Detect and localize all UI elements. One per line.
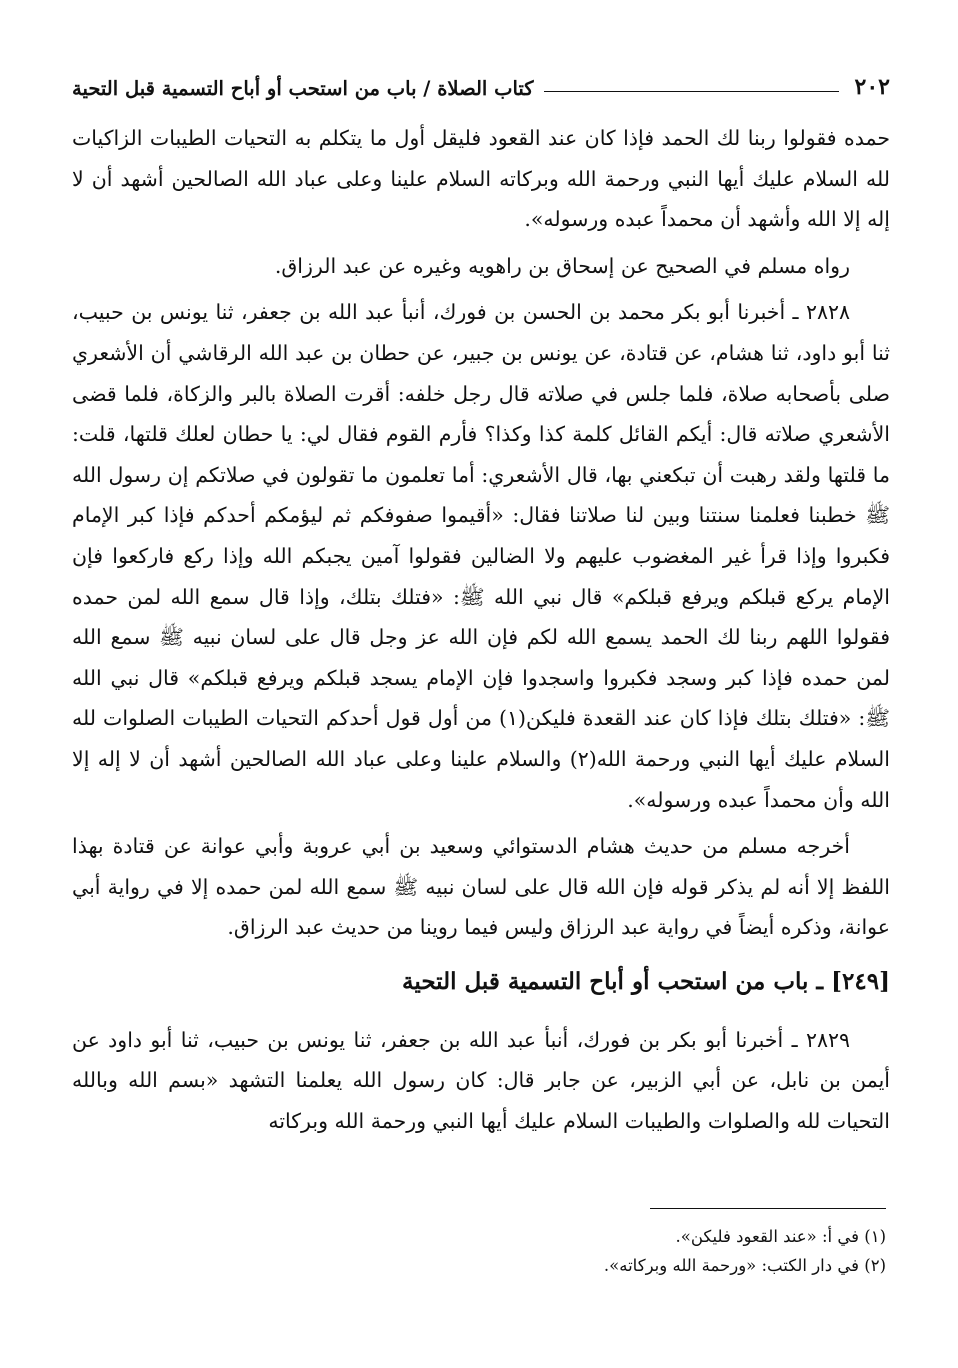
page-number: ٢٠٢ bbox=[854, 74, 890, 100]
running-head bbox=[72, 60, 890, 100]
footnote-rule bbox=[650, 1208, 886, 1209]
footnote-2: (٢) في دار الكتب: «ورحمة الله وبركاته». bbox=[603, 1256, 886, 1275]
footnote-1: (١) في أ: «عند القعود فليكن». bbox=[675, 1227, 886, 1246]
paragraph-takhrij: أخرجه مسلم من حديث هشام الدستوائي وسعيد بن أبي عروبة وأبي عوانة عن قتادة بهذا اللفظ إلا أنه لم يذكر قوله فإن الله قال على لسان نبيه ﷺ سمع الله لمن حمده إلا في رواية أبي عوانة، وذكره أيضاً في رواية عبد الرزاق وليس فيما روينا من حديث عبد الرزاق. bbox=[72, 834, 890, 940]
page bbox=[72, 60, 890, 1148]
footnotes bbox=[68, 1222, 886, 1280]
body-text bbox=[72, 118, 890, 1142]
paragraph-1: حمده فقولوا ربنا لك الحمد فإذا كان عند القعود فليقل أول ما يتكلم به التحيات الطيبات الزاكيات لله السلام عليك أيها النبي ورحمة الله وبركاته السلام علينا وعلى عباد الله الصالحين أشهد أن لا إله إلا الله وأشهد أن محمداً عبده ورسوله». bbox=[72, 126, 890, 232]
paragraph-2: رواه مسلم في الصحيح عن إسحاق بن راهويه وغيره عن عبد الرزاق. bbox=[274, 253, 850, 278]
chapter-title: [٢٤٩] ـ باب من استحب أو أباح التسمية قبل التحية bbox=[402, 967, 890, 995]
running-head-title: كتاب الصلاة / باب من استحب أو أباح التسمية قبل التحية bbox=[72, 77, 534, 100]
hadith-2829: ٢٨٢٩ ـ أخبرنا أبو بكر بن فورك، أنبأ عبد الله بن جعفر، ثنا يونس بن حبيب، ثنا أبو داود عن أيمن بن نابل، عن أبي الزبير، عن جابر قال: كان رسول الله يعلمنا التشهد «بسم الله وبالله التحيات لله والصلوات والطيبات السلام عليك أيها النبي ورحمة الله وبركاته bbox=[72, 1027, 890, 1134]
hadith-2828: ٢٨٢٨ ـ أخبرنا أبو بكر محمد بن الحسن بن فورك، أنبأ عبد الله بن جعفر، ثنا يونس بن حبيب، ثنا أبو داود، ثنا هشام، عن قتادة، عن يونس بن جبير، عن حطان بن عبد الله الرقاشي أن الأشعري صلى بأصحابه صلاة، فلما جلس في صلاته قال رجل خلفه: أقرت الصلاة بالبر والزكاة، فلما قضى الأشعري صلاته قال: أيكم القائل كلمة كذا وكذا؟ فأرم القوم فقال لي: يا حطان لعلك قلتها، قلت: ما قلتها ولقد رهبت أن تبكعني بها، قال الأشعري: أما تعلمون ما تقولون في صلاتكم إن رسول الله ﷺ خطبنا فعلمنا سنتنا وبين لنا صلاتنا فقال: «أقيموا صفوفكم ثم ليؤمكم أحدكم فإذا كبر الإمام فكبروا وإذا قرأ غير المغضوب عليهم ولا الضالين فقولوا آمين يجبكم الله وإذا ركع فاركعوا فإن الإمام يركع قبلكم ويرفع قبلكم» قال نبي الله ﷺ: «فتلك بتلك، وإذا قال سمع الله لمن حمده فقولوا اللهم ربنا لك الحمد يسمع الله لكم فإن الله عز وجل قال على لسان نبيه ﷺ سمع الله لمن حمده فإذا كبر وسجد فكبروا واسجدوا فإن الإمام يسجد قبلكم ويرفع قبلكم» قال نبي الله ﷺ: «فتلك بتلك فإذا كان عند القعدة فليكن(١) من أول قول أحدكم التحيات الطيبات الصلوات لله السلام عليك أيها النبي ورحمة الله(٢) والسلام علينا وعلى عباد الله الصالحين أشهد أن لا إله إلا الله وأن محمداً عبده ورسوله». bbox=[72, 300, 890, 812]
header-rule bbox=[544, 91, 839, 92]
